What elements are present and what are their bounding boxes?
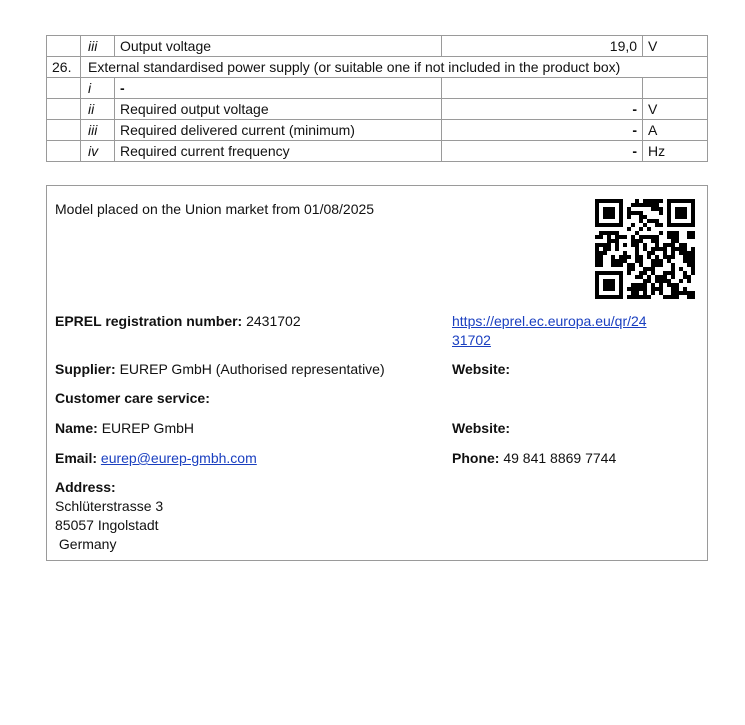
row-number-cell: 26. — [47, 57, 81, 78]
value-cell — [442, 78, 643, 99]
website-label: Website: — [452, 361, 511, 377]
phone-value: 49 841 8869 7744 — [503, 450, 617, 466]
eprel-value: 2431702 — [246, 313, 301, 329]
eprel-link-line-1: https://eprel.ec.europa.eu/qr/24 — [452, 313, 647, 329]
row-number-cell — [47, 78, 81, 99]
value-cell: - — [442, 141, 643, 162]
address-line: Schlüterstrasse 3 — [55, 498, 164, 514]
address-label: Address: — [55, 479, 116, 495]
value-cell: - — [442, 99, 643, 120]
unit-cell: A — [643, 120, 708, 141]
row-number-cell — [47, 99, 81, 120]
roman-cell: i — [80, 78, 114, 99]
spec-table — [46, 35, 708, 162]
eprel-link[interactable] — [452, 312, 647, 350]
label-cell: Output voltage — [114, 36, 441, 57]
address-line: Germany — [55, 536, 117, 552]
email-link[interactable]: eurep@eurep-gmbh.com — [100, 450, 257, 466]
section-title-cell: External standardised power supply (or suitable one if not included in the product box) — [80, 57, 707, 78]
name-label: Name: — [55, 420, 98, 436]
address — [55, 478, 163, 554]
email-label: Email: — [55, 450, 98, 466]
label-cell: Required delivered current (minimum) — [114, 120, 441, 141]
value-cell: - — [114, 78, 441, 99]
unit-cell: Hz — [643, 141, 708, 162]
supplier — [55, 360, 385, 379]
row-number-cell — [47, 141, 81, 162]
row-number-cell — [47, 120, 81, 141]
table-row — [47, 36, 708, 57]
table-row — [47, 120, 708, 141]
table-row — [47, 141, 708, 162]
phone — [452, 449, 616, 468]
supplier-value: EUREP GmbH (Authorised representative) — [119, 361, 385, 377]
email — [55, 449, 257, 468]
value-cell: - — [442, 120, 643, 141]
table-row — [47, 78, 708, 99]
roman-cell: iii — [80, 120, 114, 141]
qr-code-icon[interactable] — [595, 199, 695, 299]
market-date-text: Model placed on the Union market from 01/08/2025 — [55, 201, 375, 217]
value-cell: 19,0 — [442, 36, 643, 57]
name-value: EUREP GmbH — [101, 420, 195, 436]
unit-cell: V — [643, 36, 708, 57]
roman-cell: ii — [80, 99, 114, 120]
label-cell: Required current frequency — [114, 141, 441, 162]
row-number-cell — [47, 36, 81, 57]
label-cell: Required output voltage — [114, 99, 441, 120]
unit-cell — [643, 78, 708, 99]
website-label: Website: — [452, 420, 511, 436]
phone-label: Phone: — [452, 450, 500, 466]
customer-care-label: Customer care service: — [55, 390, 210, 406]
roman-cell: iii — [80, 36, 114, 57]
unit-cell: V — [643, 99, 708, 120]
table-row — [47, 57, 708, 78]
eprel-link-line-2: 31702 — [452, 332, 491, 348]
address-line: 85057 Ingolstadt — [55, 517, 159, 533]
roman-cell: iv — [80, 141, 114, 162]
table-row — [47, 99, 708, 120]
customer-name — [55, 419, 194, 438]
supplier-label: Supplier: — [55, 361, 116, 377]
product-info-card — [46, 185, 708, 561]
eprel-registration — [55, 312, 301, 331]
eprel-label: EPREL registration number: — [55, 313, 243, 329]
